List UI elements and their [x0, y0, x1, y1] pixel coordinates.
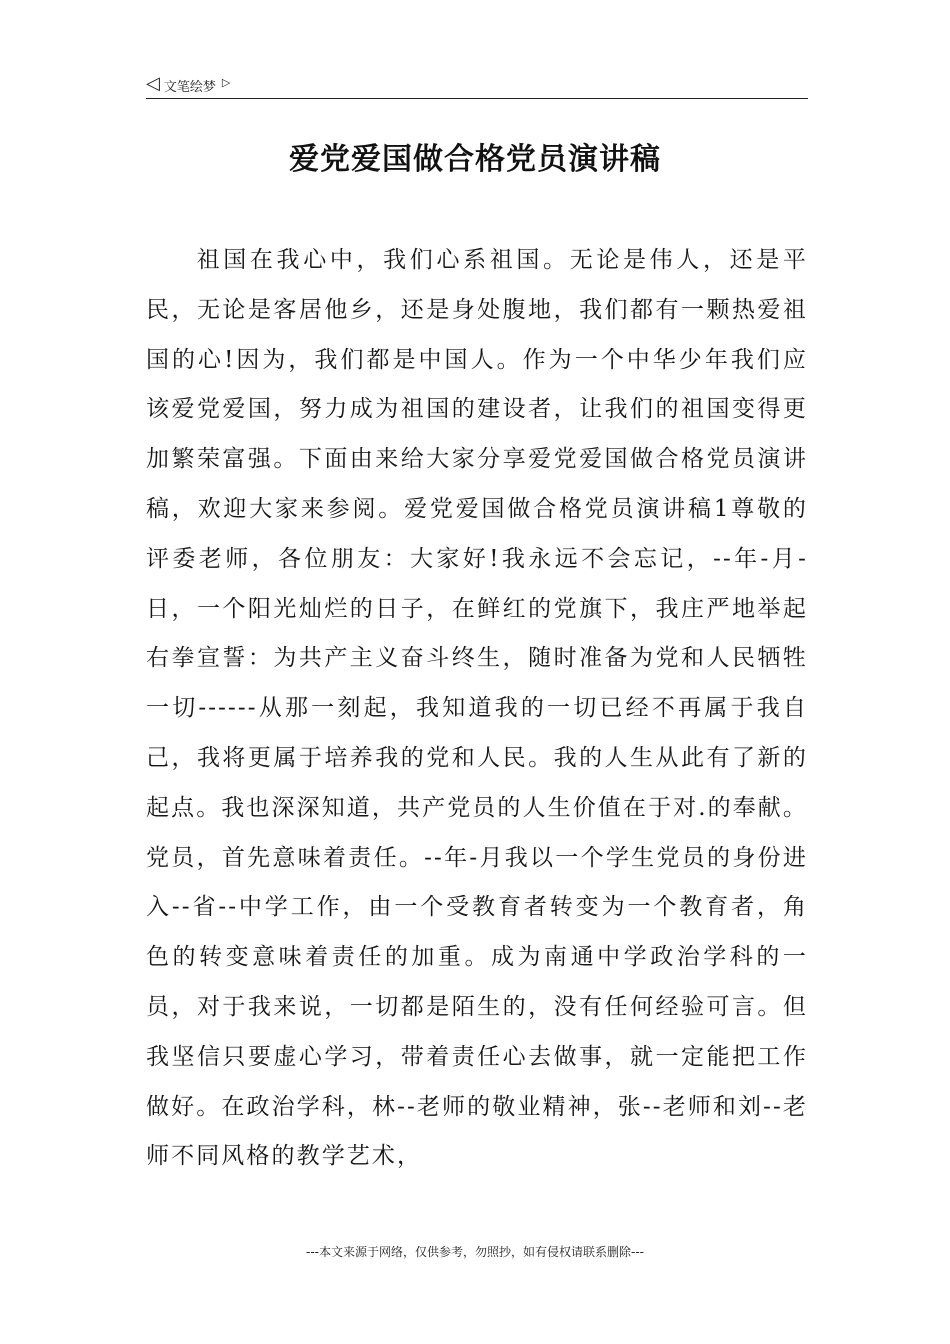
triangle-right-icon: ▷	[221, 75, 231, 89]
footer-notice: ---本文来源于网络，仅供参考，勿照抄，如有侵权请联系删除---	[306, 1245, 644, 1259]
document-body: 祖国在我心中，我们心系祖国。无论是伟人，还是平民，无论是客居他乡，还是身处腹地，我们都有一颗热爱祖国的心!因为，我们都是中国人。作为一个中华少年我们应该爱党爱国，努力成为祖国的建设者，让我们的祖国变得更加繁荣富强。下面由来给大家分享爱党爱国做合格党员演讲稿，欢迎大家来参阅。爱党爱国做合格党员演讲稿1尊敬的评委老师，各位朋友：大家好!我永远不会忘记，--年-月-日，一个阳光灿烂的日子，在鲜红的党旗下，我庄严地举起右拳宣誓：为共产主义奋斗终生，随时准备为党和人民牺牲一切------从那一刻起，我知道我的一切已经不再属于我自己，我将更属于培养我的党和人民。我的人生从此有了新的起点。我也深深知道，共产党员的人生价值在于对.的奉献。党员，首先意味着责任。--年-月我以一个学生党员的身份进入--省--中学工作，由一个受教育者转变为一个教育者，角色的转变意味着责任的加重。成为南通中学政治学科的一员，对于我来说，一切都是陌生的，没有任何经验可言。但我坚信只要虚心学习，带着责任心去做事，就一定能把工作做好。在政治学科，林--老师的敬业精神，张--老师和刘--老师不同风格的教学艺术，	[146, 247, 809, 1170]
document-title: 爱党爱国做合格党员演讲稿	[289, 142, 661, 177]
triangle-left-icon: ◁	[146, 73, 160, 94]
header-brand: 文笔绘梦	[163, 79, 216, 95]
page-header	[146, 72, 808, 99]
